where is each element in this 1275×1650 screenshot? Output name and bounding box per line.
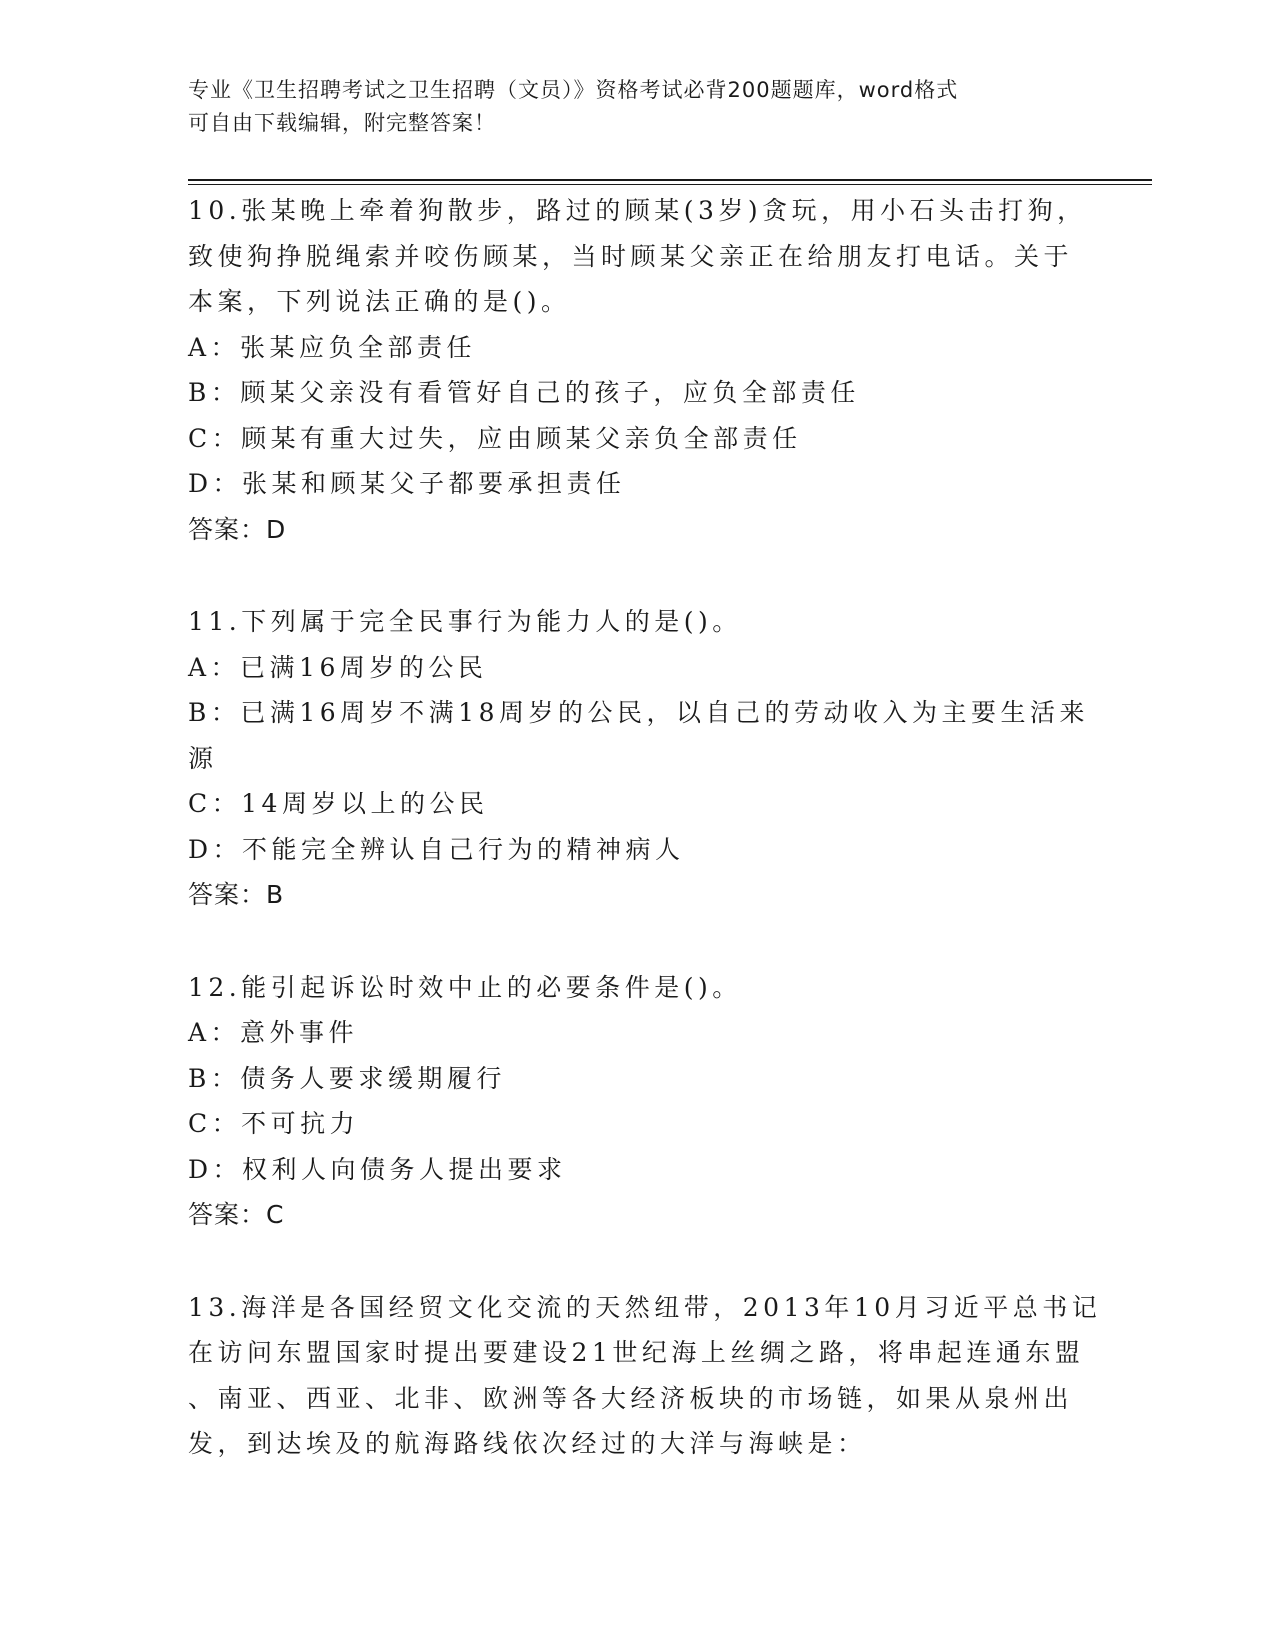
option-text-line: 源 xyxy=(188,743,218,773)
question-block xyxy=(188,1285,1102,1467)
answer-line: 答案：D xyxy=(188,514,287,544)
option-text-line: D：张某和顾某父子都要承担责任 xyxy=(188,469,626,498)
question-text-line: 12.能引起诉讼时效中止的必要条件是()。 xyxy=(188,972,742,1002)
question-text-line: 13.海洋是各国经贸文化交流的天然纽带，2013年10月习近平总书记 xyxy=(188,1292,1102,1322)
header-line-1: 专业《卫生招聘考试之卫生招聘（文员）》资格考试必背200题题库，word格式 xyxy=(188,78,959,102)
question-text-line: 致使狗挣脱绳索并咬伤顾某，当时顾某父亲正在给朋友打电话。关于 xyxy=(188,241,1074,271)
question-spacer xyxy=(188,1238,1078,1285)
question-text-line: 在访问东盟国家时提出要建设21世纪海上丝绸之路，将串起连通东盟 xyxy=(188,1338,1085,1367)
option-text-line: A：已满16周岁的公民 xyxy=(188,652,488,682)
question-text-line: 10.张某晚上牵着狗散步，路过的顾某(3岁)贪玩，用小石头击打狗， xyxy=(188,196,1087,225)
option-text-line: C：顾某有重大过失，应由顾某父亲负全部责任 xyxy=(188,423,802,453)
option-text-line: D：不能完全辨认自己行为的精神病人 xyxy=(188,834,685,864)
question-list xyxy=(188,188,1102,1467)
answer-line: 答案：C xyxy=(188,1200,285,1229)
option-text-line: A：意外事件 xyxy=(188,1018,359,1047)
question-text-line: 本案，下列说法正确的是()。 xyxy=(188,287,571,316)
option-text-line: B：已满16周岁不满18周岁的公民，以自己的劳动收入为主要生活来 xyxy=(188,698,1089,727)
option-text-line: B：顾某父亲没有看管好自己的孩子，应负全部责任 xyxy=(188,378,860,407)
option-text-line: C：不可抗力 xyxy=(188,1109,360,1138)
question-text-line: 发，到达埃及的航海路线依次经过的大洋与海峡是： xyxy=(188,1429,867,1458)
option-text-line: B：债务人要求缓期履行 xyxy=(188,1063,506,1093)
question-text-line: 11.下列属于完全民事行为能力人的是()。 xyxy=(188,607,742,636)
option-text-line: C：14周岁以上的公民 xyxy=(188,789,489,818)
header-line-2: 可自由下载编辑，附完整答案！ xyxy=(188,111,496,135)
option-text-line: D：权利人向债务人提出要求 xyxy=(188,1154,567,1184)
question-block xyxy=(188,965,1078,1238)
document-header xyxy=(188,74,1078,140)
question-spacer xyxy=(188,552,1078,599)
question-block xyxy=(188,188,1087,552)
option-text-line: A：张某应负全部责任 xyxy=(188,332,477,362)
question-text-line: 、南亚、西亚、北非、欧洲等各大经济板块的市场链，如果从泉州出 xyxy=(188,1383,1074,1413)
question-block xyxy=(188,599,1089,918)
header-divider-thin xyxy=(188,184,1152,185)
question-spacer xyxy=(188,918,1078,965)
answer-line: 答案：B xyxy=(188,880,285,909)
header-divider-thick xyxy=(188,179,1152,181)
